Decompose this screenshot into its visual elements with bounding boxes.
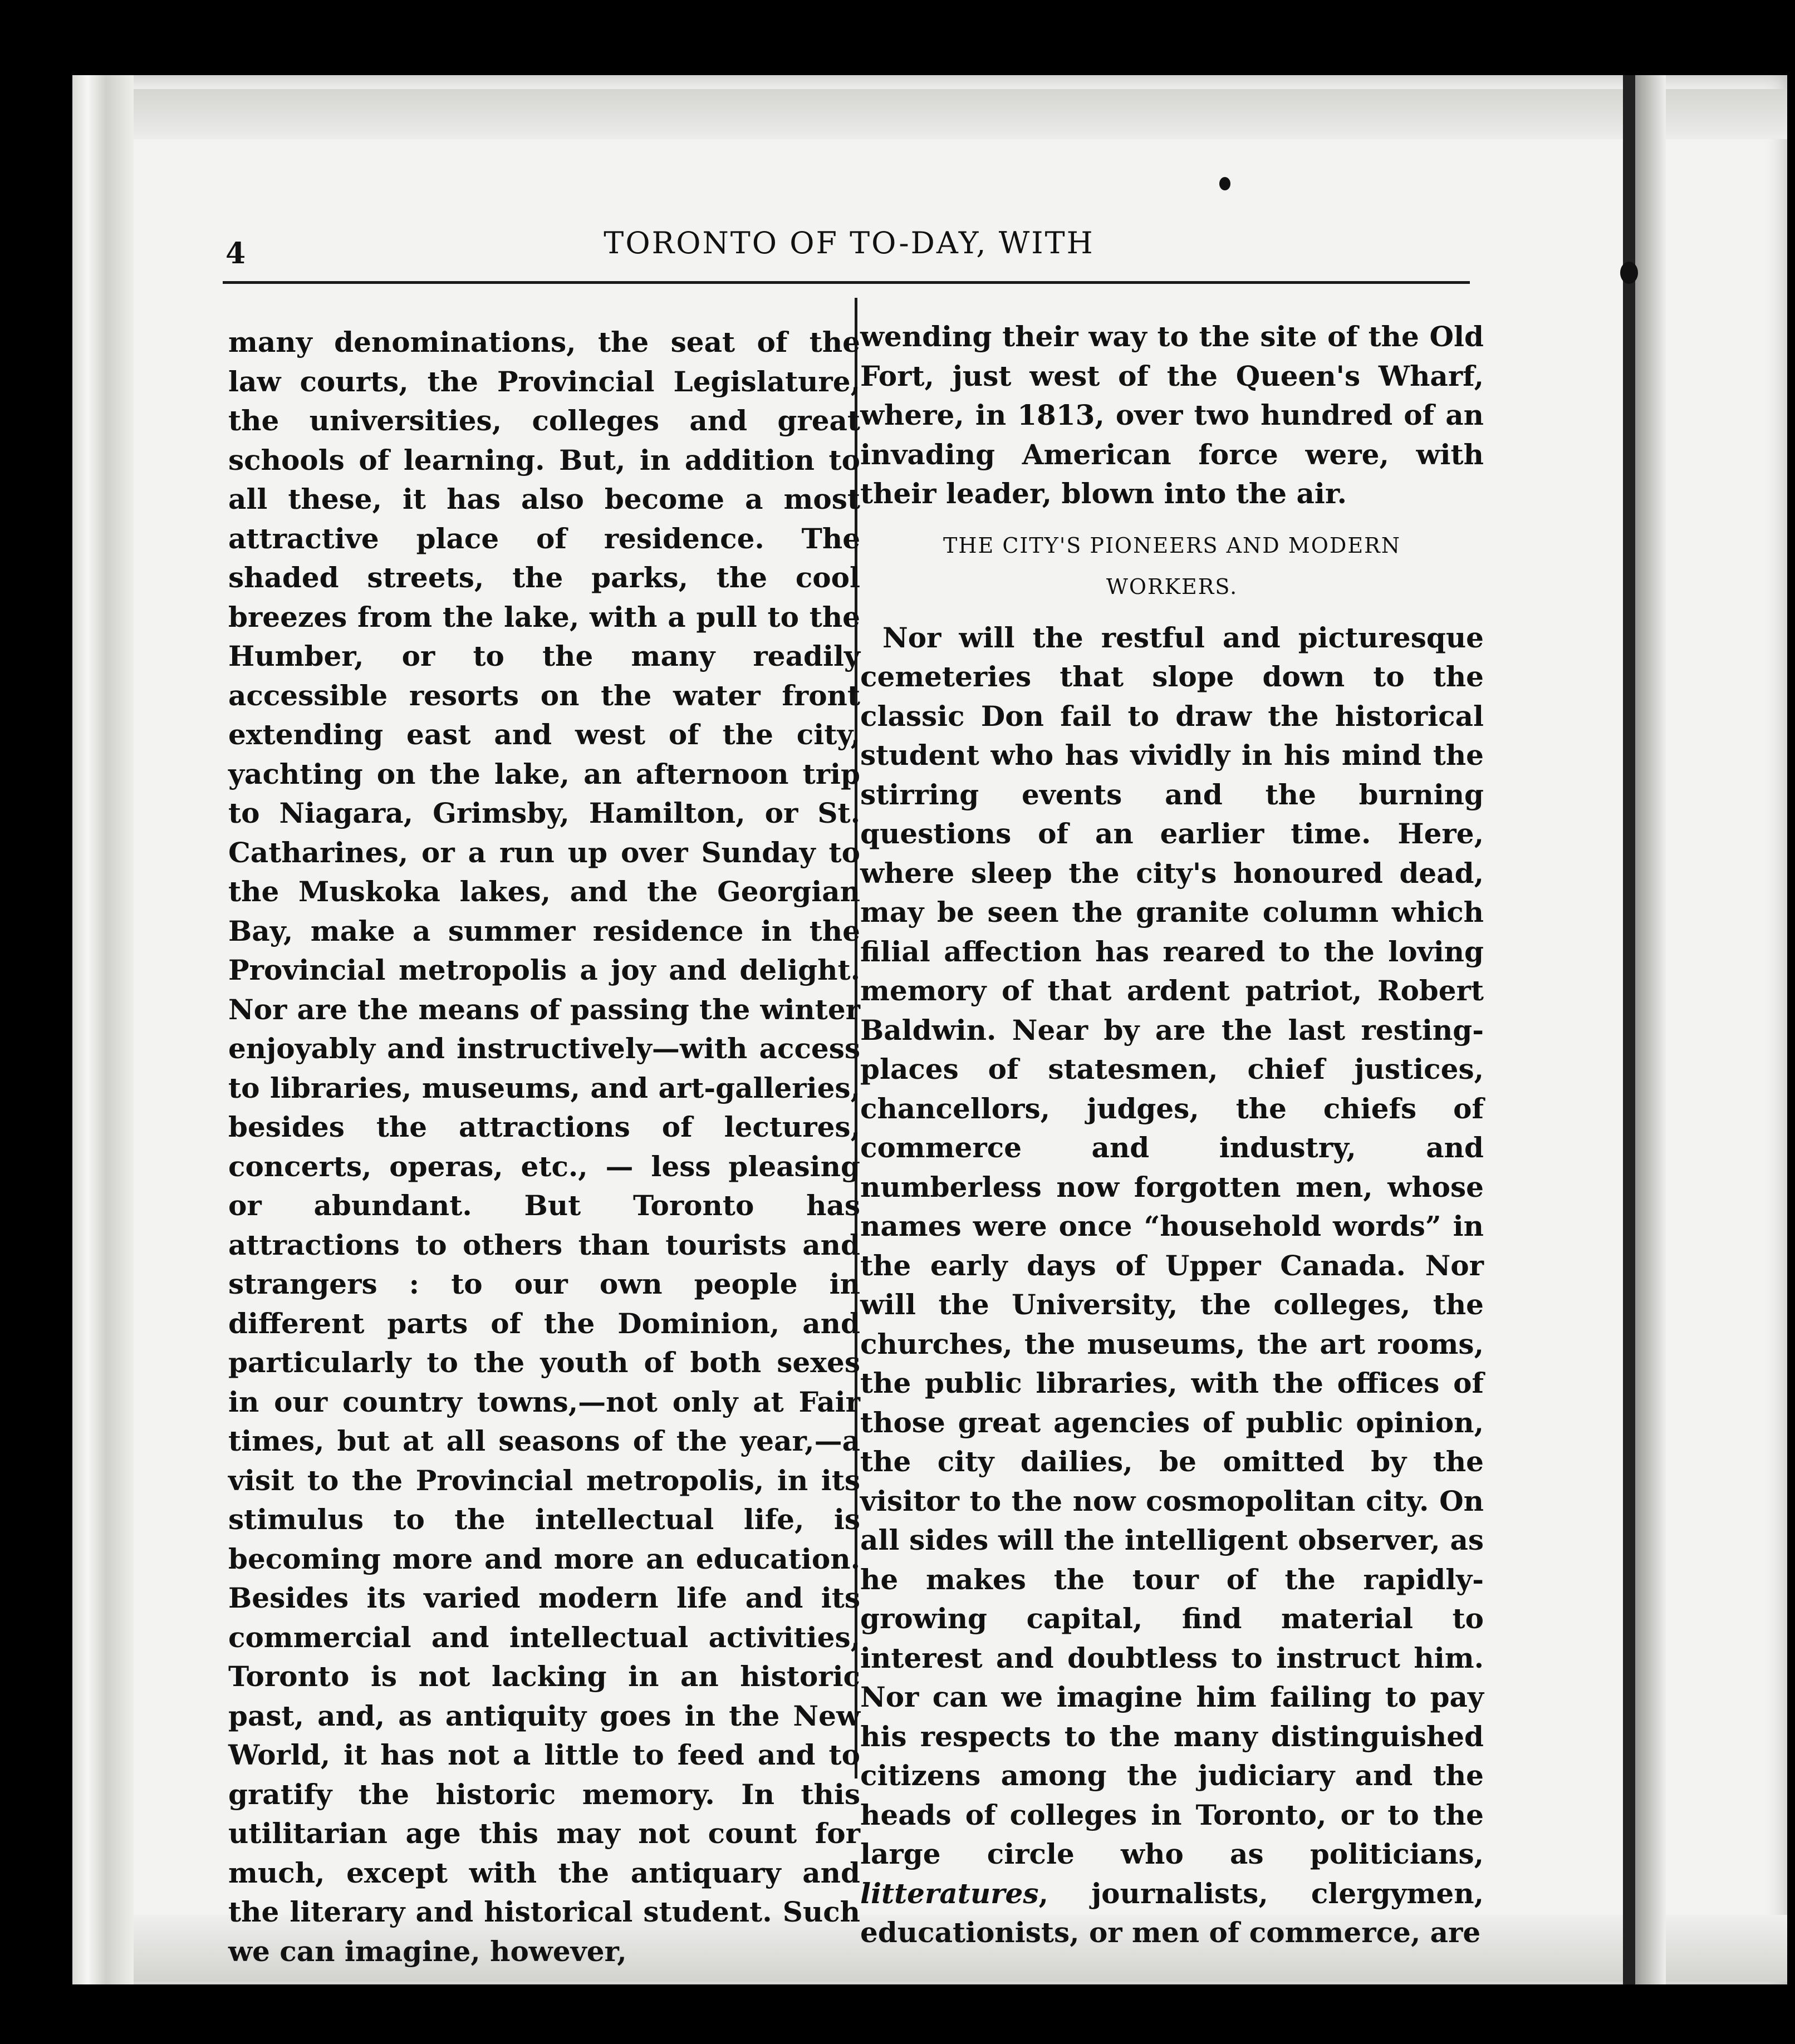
body-text-part-1: Nor will the restful and picturesque cemeteries that slope down to the classic Don fail to draw the historical student who has vividly in his mind the stirring events and the burning questions of an earlier time. Here, where sleep the city's honoured dead, may be seen the granite column which filial affection has reared to the loving memory of that ardent patriot, Robert Baldwin. Near by are the last resting-places of statesmen, chief justices, chancellors, judges, the chiefs of commerce and industry, and numberless now forgotten men, whose names were once “household words” in the early days of Upper Canada. Nor will the University, the colleges, the churches, the museums, the art rooms, the public libraries, with the offices of those great agencies of public opinion, the city dailies, be omitted by the visitor to the now cosmopolitan city. On all sides will the intelligent observer, as he makes the tour of the rapidly-growing capital, find material to interest and doubtless to instruct him. Nor can we imagine him failing to pay his respects to the many distinguished citizens among the judiciary and the heads of colleges in Toronto, or to the large circle who as politicians, xyxy=(860,621,1484,1870)
section-heading xyxy=(860,525,1484,607)
running-head: TORONTO OF TO-DAY, WITH xyxy=(604,225,1095,261)
ink-blot xyxy=(1620,262,1638,284)
section-heading-line-1: THE CITY'S PIONEERS AND MODERN xyxy=(943,533,1401,558)
page-edge-left xyxy=(72,75,134,1984)
gutter-shadow xyxy=(1635,75,1666,1984)
page-edge-top xyxy=(134,89,1787,139)
section-heading-line-2: WORKERS. xyxy=(1106,574,1238,599)
italic-word: litteratures xyxy=(860,1876,1039,1910)
page-number: 4 xyxy=(225,237,246,271)
header-rule xyxy=(223,281,1470,284)
body-text-part-2: , journalists, clergymen, educationists, or men of commerce, are xyxy=(860,1876,1484,1949)
left-column-text: many denominations, the seat of the law courts, the Provincial Legislature, the universities, colleges and great schools of learning. But, in addition to all these, it has also become a most attractive place of residence. The shaded streets, the parks, the cool breezes from the lake, with a pull to the Humber, or to the many readily accessible resorts on the water front extending east and west of the city, yachting on the lake, an afternoon trip to Niagara, Grimsby, Hamilton, or St. Catharines, or a run up over Sunday to the Muskoka lakes, and the Georgian Bay, make a summer residence in the Provincial metropolis a joy and delight. Nor are the means of passing the winter enjoyably and instructively—with access to libraries, museums, and art-galleries, besides the attractions of lectures, concerts, operas, etc., — less pleasing or abundant. But Toronto has attractions to others than tourists and strangers : to our own people in different parts of the Dominion, and particularly to the youth of both sexes in our country towns,—not only at Fair times, but at all seasons of the year,—a visit to the Provincial metropolis, in its stimulus to the intellectual life, is becoming more and more an education. Besides its varied modern life and its commercial and intellectual activities, Toronto is not lacking in an historic past, and, as antiquity goes in the New World, it has not a little to feed and to gratify the historic memory. In this utilitarian age this may not count for much, except with the antiquary and the literary and historical student. Such we can imagine, however, xyxy=(228,326,860,1968)
right-column-body xyxy=(860,618,1484,1953)
left-column xyxy=(228,323,860,1971)
gutter-fold xyxy=(1623,75,1635,1984)
right-column-opening: wending their way to the site of the Old Fort, just west of the Queen's Wharf, where, in 1813, over two hundred of an invading American force were, with their leader, blown into the air. xyxy=(860,320,1484,510)
ink-speck xyxy=(1219,177,1230,190)
right-column xyxy=(860,317,1484,1953)
